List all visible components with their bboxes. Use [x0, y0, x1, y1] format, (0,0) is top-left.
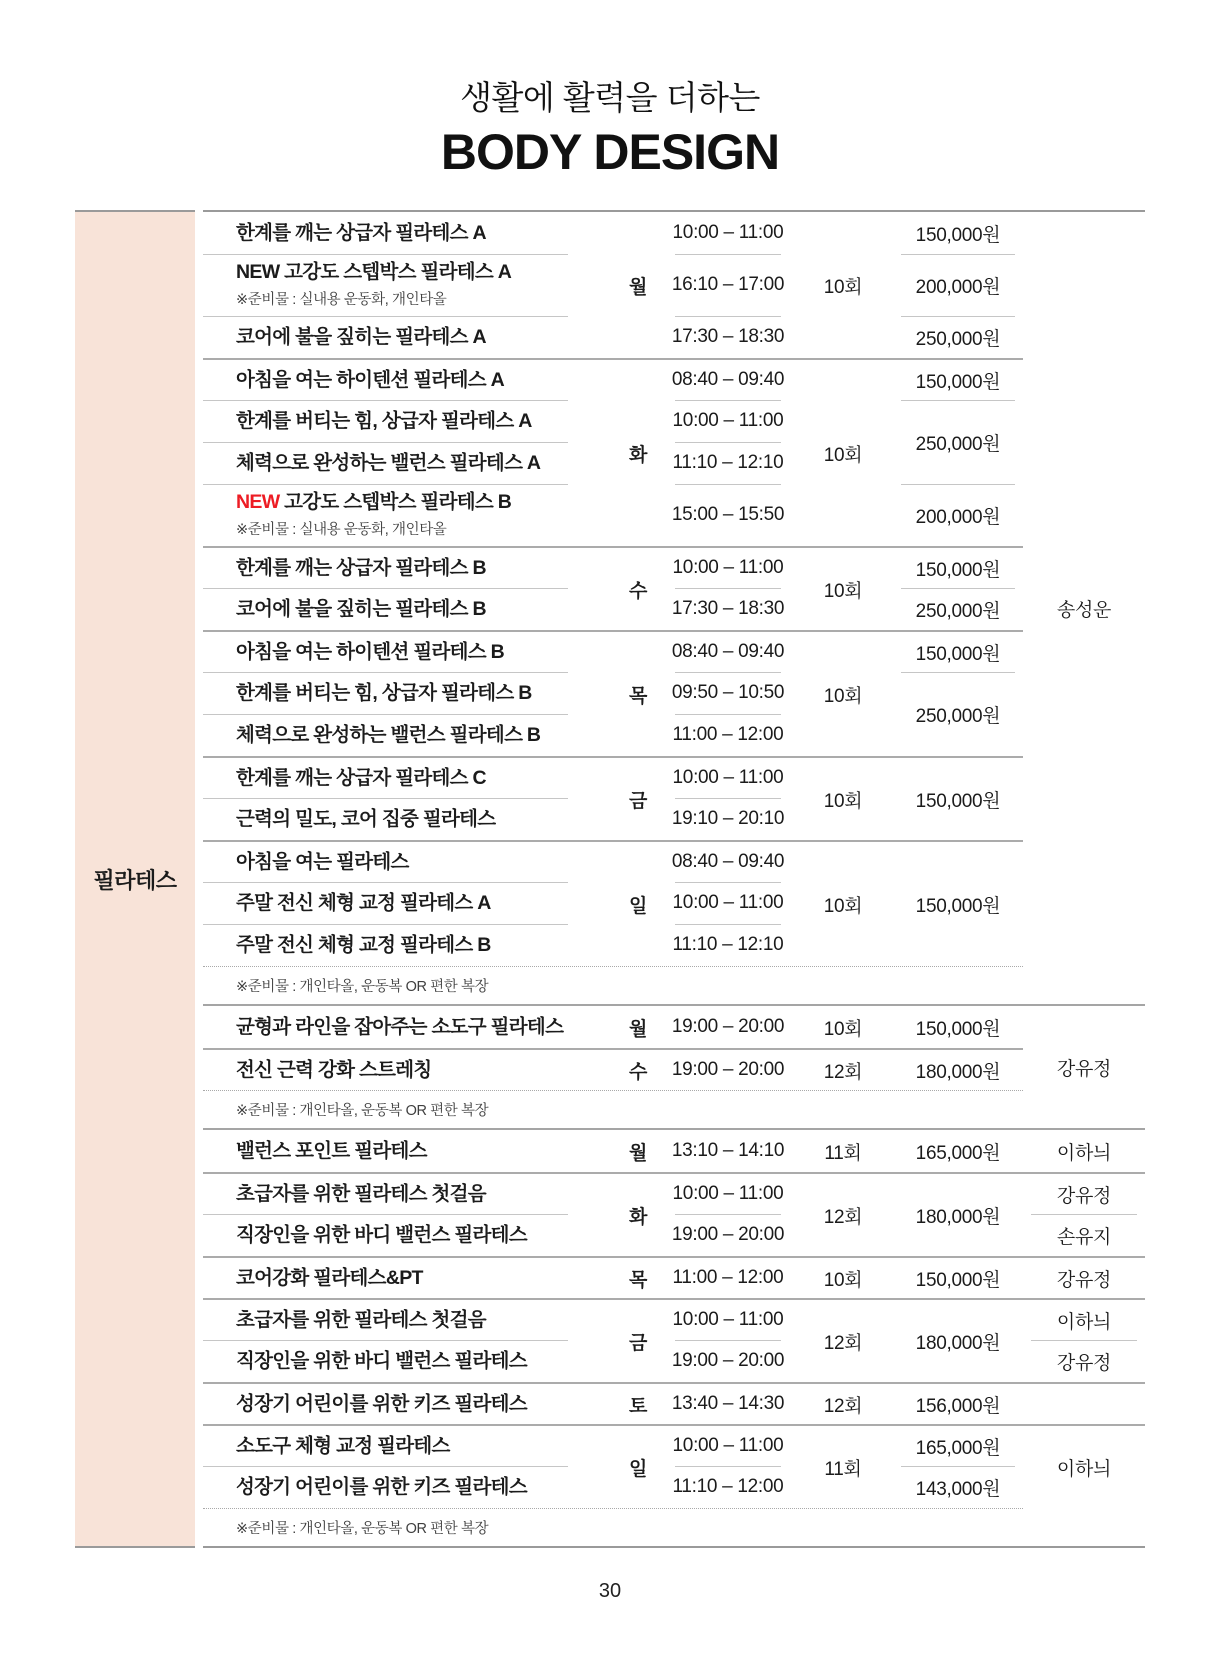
- schedule-content: [75, 210, 1145, 1548]
- time-cell: 10:00 – 11:00: [663, 1424, 793, 1466]
- instructor-cell: 이하늬: [1023, 1298, 1145, 1340]
- schedule-section-3: [203, 1128, 1145, 1546]
- price-cell: 200,000원: [893, 484, 1023, 546]
- price-cell: 143,000원: [893, 1466, 1023, 1508]
- price-cell: 180,000원: [893, 1172, 1023, 1256]
- instructor-cell: 강유정: [1023, 1172, 1145, 1214]
- class-name: 코어강화 필라테스&PT: [236, 1266, 423, 1289]
- category-sidebar: [75, 210, 195, 1548]
- class-name-cell: [203, 546, 613, 588]
- session-count-cell: 12회: [793, 1382, 893, 1424]
- class-name: 한계를 버티는 힘, 상급자 필라테스 A: [236, 409, 532, 432]
- session-count-cell: 12회: [793, 1298, 893, 1382]
- prep-note-row: [203, 966, 1023, 1004]
- time-cell: 08:40 – 09:40: [663, 630, 793, 672]
- class-name-cell: [203, 1340, 613, 1382]
- class-name-cell: [203, 882, 613, 924]
- class-name: 아침을 여는 하이텐션 필라테스 A: [236, 368, 505, 391]
- class-name: 아침을 여는 하이텐션 필라테스 B: [236, 640, 505, 663]
- class-name: NEW 고강도 스텝박스 필라테스 A: [236, 260, 512, 283]
- time-cell: 10:00 – 11:00: [663, 400, 793, 442]
- time-cell: 11:10 – 12:10: [663, 924, 793, 966]
- price-cell: 150,000원: [893, 630, 1023, 672]
- day-cell: 목: [613, 630, 663, 756]
- prep-note-text: ※준비물 : 개인타올, 운동복 OR 편한 복장: [236, 1103, 489, 1119]
- class-name: 근력의 밀도, 코어 집중 필라테스: [236, 807, 496, 830]
- class-name: 주말 전신 체형 교정 필라테스 A: [236, 891, 491, 914]
- class-name-cell: [203, 672, 613, 714]
- category-label: 필라테스: [93, 867, 177, 893]
- class-name: 아침을 여는 필라테스: [236, 850, 409, 873]
- class-note: ※준비물 : 실내용 운동화, 개인타올: [236, 522, 447, 539]
- session-count-cell: 10회: [793, 358, 893, 546]
- prep-note-row: [203, 1090, 1023, 1128]
- time-cell: 10:00 – 11:00: [663, 756, 793, 798]
- time-cell: 08:40 – 09:40: [663, 358, 793, 400]
- price-cell: 150,000원: [893, 1256, 1023, 1298]
- time-cell: 11:10 – 12:00: [663, 1466, 793, 1508]
- class-name: 한계를 버티는 힘, 상급자 필라테스 B: [236, 681, 532, 704]
- price-cell: 150,000원: [893, 756, 1023, 840]
- instructor-cell: 강유정: [1023, 1340, 1145, 1382]
- day-cell: 화: [613, 358, 663, 546]
- session-count-cell: 11회: [793, 1424, 893, 1508]
- class-name: 밸런스 포인트 필라테스: [236, 1139, 427, 1162]
- instructor-cell: [1023, 1382, 1145, 1424]
- time-cell: 09:50 – 10:50: [663, 672, 793, 714]
- class-name: 한계를 깨는 상급자 필라테스 B: [236, 556, 486, 579]
- class-name: 균형과 라인을 잡아주는 소도구 필라테스: [236, 1015, 564, 1038]
- class-name: 코어에 불을 짚히는 필라테스 A: [236, 325, 486, 348]
- price-cell: 180,000원: [893, 1048, 1023, 1090]
- class-name-cell: [203, 254, 613, 316]
- time-cell: 13:10 – 14:10: [671, 1140, 785, 1161]
- class-name-cell: [203, 212, 613, 254]
- class-name-cell: [203, 1424, 613, 1466]
- price-cell: 156,000원: [893, 1382, 1023, 1424]
- day-cell: 화: [613, 1172, 663, 1256]
- price-cell: 250,000원: [893, 400, 1023, 484]
- class-name: 전신 근력 강화 스트레칭: [236, 1058, 432, 1081]
- price-cell: 250,000원: [893, 316, 1023, 358]
- time-cell: 19:00 – 20:00: [663, 1340, 793, 1382]
- day-cell: 월: [628, 1018, 648, 1040]
- instructor-cell: 강유정: [1023, 1256, 1145, 1298]
- session-count-cell: 10회: [823, 276, 863, 298]
- price-cell: 150,000원: [893, 840, 1023, 966]
- time-cell: 19:00 – 20:00: [663, 1214, 793, 1256]
- session-count-cell: 10회: [823, 1018, 863, 1040]
- day-cell: 일: [613, 840, 663, 966]
- class-name: NEW 고강도 스텝박스 필라테스 B: [236, 490, 512, 513]
- class-name-cell: [203, 1214, 613, 1256]
- class-name: 성장기 어린이를 위한 키즈 필라테스: [236, 1392, 527, 1415]
- time-cell: 13:40 – 14:30: [663, 1382, 793, 1424]
- time-cell: 11:00 – 12:00: [663, 1256, 793, 1298]
- instructor-cell: 이하늬: [1023, 1424, 1145, 1508]
- class-name-cell: [203, 358, 613, 400]
- day-cell: 목: [613, 1256, 663, 1298]
- time-cell: 15:00 – 15:50: [663, 484, 793, 546]
- time-cell: 19:00 – 20:00: [663, 1048, 793, 1090]
- day-cell: 월: [628, 276, 648, 298]
- header-title: BODY DESIGN: [440, 124, 780, 180]
- price-cell: 250,000원: [893, 588, 1023, 630]
- class-name-cell: [203, 484, 613, 546]
- schedule-table: [203, 210, 1145, 1548]
- session-count-cell: 11회: [824, 1142, 862, 1164]
- time-cell: 08:40 – 09:40: [663, 840, 793, 882]
- class-name: 직장인을 위한 바디 밸런스 필라테스: [236, 1223, 527, 1246]
- day-cell: 월: [628, 1142, 648, 1164]
- day-cell: 토: [613, 1382, 663, 1424]
- prep-note-text: ※준비물 : 개인타올, 운동복 OR 편한 복장: [236, 979, 489, 995]
- header-subtitle: 생활에 활력을 더하는: [460, 79, 760, 116]
- class-name: 한계를 깨는 상급자 필라테스 C: [236, 766, 486, 789]
- class-name-cell: [203, 1048, 613, 1090]
- instructor-cell: 이하늬: [1056, 1142, 1112, 1164]
- new-badge: NEW: [236, 490, 285, 513]
- instructor-cell: 송성운: [1056, 599, 1112, 621]
- class-name: 초급자를 위한 필라테스 첫걸음: [236, 1182, 486, 1205]
- class-name: 한계를 깨는 상급자 필라테스 A: [236, 221, 486, 244]
- session-count-cell: 12회: [793, 1172, 893, 1256]
- instructor-cell: 손유지: [1023, 1214, 1145, 1256]
- price-cell: 180,000원: [893, 1298, 1023, 1382]
- price-cell: 150,000원: [893, 358, 1023, 400]
- new-badge: NEW: [236, 260, 285, 283]
- time-cell: 10:00 – 11:00: [663, 1172, 793, 1214]
- day-cell: 금: [613, 756, 663, 840]
- class-name: 소도구 체형 교정 필라테스: [236, 1434, 450, 1457]
- class-name-cell: [203, 924, 613, 966]
- class-name: 체력으로 완성하는 밸런스 필라테스 A: [236, 451, 541, 474]
- class-name-cell: [203, 630, 613, 672]
- class-name: 주말 전신 체형 교정 필라테스 B: [236, 933, 491, 956]
- class-name: 코어에 불을 짚히는 필라테스 B: [236, 597, 486, 620]
- class-name-cell: [203, 840, 613, 882]
- time-cell: 17:30 – 18:30: [663, 316, 793, 358]
- session-count-cell: 10회: [793, 546, 893, 630]
- time-cell: 19:10 – 20:10: [663, 798, 793, 840]
- day-cell: 금: [613, 1298, 663, 1382]
- class-name-cell: [203, 756, 613, 798]
- page-header: [75, 72, 1145, 181]
- class-name-cell: [203, 1256, 613, 1298]
- class-name: 체력으로 완성하는 밸런스 필라테스 B: [236, 723, 541, 746]
- class-name-cell: [203, 442, 613, 484]
- day-cell: 일: [613, 1424, 663, 1508]
- day-cell: 수: [613, 1048, 663, 1090]
- class-name-cell: [203, 1006, 613, 1048]
- class-name-cell: [203, 1172, 613, 1214]
- session-count-cell: 12회: [793, 1048, 893, 1090]
- day-cell: 수: [613, 546, 663, 630]
- class-name-cell: [203, 1298, 613, 1340]
- time-cell: 10:00 – 11:00: [672, 222, 784, 243]
- price-cell: 250,000원: [893, 672, 1023, 756]
- price-cell: 150,000원: [893, 546, 1023, 588]
- price-cell: 150,000원: [915, 224, 1001, 246]
- price-cell: 165,000원: [915, 1142, 1001, 1164]
- session-count-cell: 10회: [793, 840, 893, 966]
- time-cell: 10:00 – 11:00: [663, 882, 793, 924]
- prep-note-row: [203, 1508, 1023, 1546]
- session-count-cell: 10회: [793, 1256, 893, 1298]
- session-count-cell: 10회: [793, 630, 893, 756]
- class-name: 성장기 어린이를 위한 키즈 필라테스: [236, 1475, 527, 1498]
- class-name-cell: [203, 1382, 613, 1424]
- class-name: 직장인을 위한 바디 밸런스 필라테스: [236, 1349, 527, 1372]
- time-cell: 11:10 – 12:10: [663, 442, 793, 484]
- prep-note-text: ※준비물 : 개인타올, 운동복 OR 편한 복장: [236, 1521, 489, 1537]
- instructor-cell: 강유정: [1056, 1058, 1112, 1080]
- class-name-cell: [203, 1466, 613, 1508]
- class-name-cell: [203, 316, 613, 358]
- price-cell: 150,000원: [915, 1018, 1001, 1040]
- class-name-cell: [203, 714, 613, 756]
- class-name-cell: [203, 588, 613, 630]
- time-cell: 17:30 – 18:30: [663, 588, 793, 630]
- page-number: 30: [598, 1580, 622, 1602]
- time-cell: 19:00 – 20:00: [671, 1016, 785, 1037]
- class-name-cell: [203, 400, 613, 442]
- class-name-cell: [203, 798, 613, 840]
- time-cell: 16:10 – 17:00: [663, 254, 793, 316]
- schedule-section-2: [203, 1004, 1145, 1128]
- price-cell: 200,000원: [893, 254, 1023, 316]
- class-name: 초급자를 위한 필라테스 첫걸음: [236, 1308, 486, 1331]
- time-cell: 10:00 – 11:00: [663, 1298, 793, 1340]
- time-cell: 11:00 – 12:00: [663, 714, 793, 756]
- class-name-cell: [203, 1130, 613, 1172]
- time-cell: 10:00 – 11:00: [663, 546, 793, 588]
- schedule-section-1: [203, 212, 1145, 1004]
- session-count-cell: 10회: [793, 756, 893, 840]
- price-cell: 165,000원: [893, 1424, 1023, 1466]
- class-note: ※준비물 : 실내용 운동화, 개인타올: [236, 292, 447, 309]
